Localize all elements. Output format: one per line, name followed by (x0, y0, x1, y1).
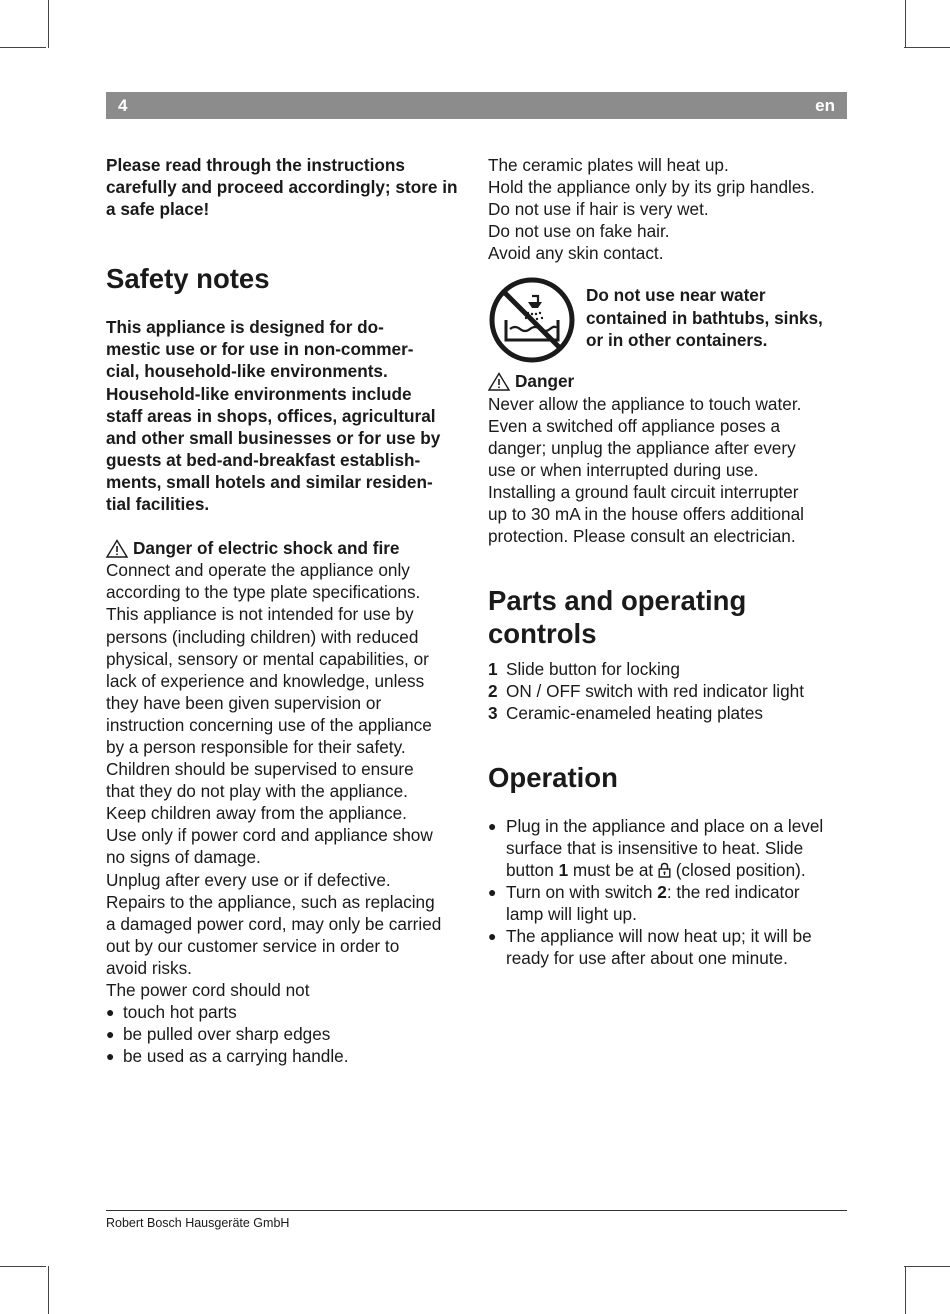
list-item (488, 702, 850, 724)
text-line: ● The appliance will now heat up; it will be (506, 925, 812, 946)
text-line: This appliance is designed for do- (106, 317, 384, 338)
text-line: and other small businesses or for use by (106, 427, 441, 448)
list-item (488, 815, 850, 881)
text-line: This appliance is not intended for use by (106, 604, 414, 625)
text-line: Connect and operate the appliance only (106, 560, 410, 581)
crop-mark (905, 0, 906, 48)
text-line: Keep children away from the appliance. (106, 803, 407, 824)
text-line: out by our customer service in order to (106, 935, 400, 956)
text-line: ● Plug in the appliance and place on a level (506, 815, 824, 836)
text-line: ready for use after about one minute. (506, 948, 788, 969)
text-line: instruction concerning use of the appliance (106, 714, 432, 735)
text-line: use or when interrupted during use. (488, 459, 759, 480)
list-item (488, 680, 850, 702)
text-line: Do not use on fake hair. (488, 221, 670, 242)
warning-triangle-icon (106, 539, 128, 558)
text-line: protection. Please consult an electrician. (488, 526, 796, 547)
danger-electric-heading (106, 537, 468, 559)
text-line (506, 859, 850, 881)
right-column (488, 154, 850, 969)
text-line: mestic use or for use in non-commer- (106, 339, 414, 360)
left-column (106, 154, 468, 1067)
list-item: ● touch hot parts (106, 1001, 468, 1023)
part-number: 1 (488, 659, 498, 680)
water-warning-text (586, 284, 823, 350)
text-line: The ceramic plates will heat up. (488, 155, 729, 175)
closed-lock-icon (658, 862, 671, 878)
text-line: danger; unplug the appliance after every (488, 437, 796, 458)
text-line: contained in bathtubs, sinks, (586, 307, 823, 328)
parts-title (488, 584, 850, 650)
text-line: staff areas in shops, offices, agricultural (106, 405, 436, 426)
text-line: Unplug after every use or if defective. (106, 869, 391, 890)
text-line: Repairs to the appliance, such as replacing (106, 891, 435, 912)
text-line: that they do not play with the appliance. (106, 781, 408, 802)
page-header-bar (106, 92, 847, 119)
text-line: Installing a ground fault circuit interrupter (488, 481, 799, 502)
water-warning-block (488, 276, 850, 364)
parts-title-line: controls (488, 618, 597, 650)
list-item (488, 881, 850, 925)
part-number: 3 (488, 703, 498, 724)
switch-number: 2 (657, 881, 667, 902)
intro-text: Please read through the instructions carefully and proceed accordingly; store in a safe place! (106, 155, 458, 220)
text-line: Hold the appliance only by its grip handles. (488, 177, 815, 198)
crop-mark (905, 1266, 906, 1314)
text-line: avoid risks. (106, 957, 192, 978)
text-fragment: button (506, 859, 559, 880)
text-line: Do not use near water (586, 285, 766, 306)
danger-electric-text (106, 559, 468, 1001)
text-line: Use only if power cord and appliance show (106, 825, 433, 846)
operation-title: Operation (488, 761, 618, 793)
text-line: The power cord should not (106, 980, 310, 1000)
text-line: surface that is insensitive to heat. Slide (506, 837, 804, 858)
crop-mark (904, 47, 950, 48)
list-item (488, 658, 850, 680)
list-item (488, 925, 850, 969)
text-fragment: (closed position). (670, 859, 806, 880)
safety-notes-title: Safety notes (106, 263, 270, 295)
text-line: ments, small hotels and similar residen- (106, 471, 433, 492)
text-line: Do not use if hair is very wet. (488, 199, 709, 220)
text-line: lack of experience and knowledge, unless (106, 670, 425, 691)
crop-mark (48, 0, 49, 48)
part-label: Slide button for locking (506, 659, 680, 680)
text-line: Household-like environments include (106, 383, 412, 404)
text-line: tial facilities. (106, 494, 210, 515)
part-label: Ceramic-enameled heating plates (506, 703, 763, 724)
text-line: guests at bed-and-breakfast establish- (106, 449, 421, 470)
text-line: no signs of damage. (106, 847, 261, 868)
text-line: by a person responsible for their safety. (106, 736, 406, 757)
text-fragment: Turn on with switch (506, 881, 658, 902)
warning-triangle-icon (488, 372, 510, 391)
text-line: physical, sensory or mental capabilities, or (106, 648, 429, 669)
crop-mark (0, 1266, 46, 1267)
text-fragment: : the red indicator (666, 881, 800, 902)
power-cord-list (106, 1001, 468, 1067)
appliance-use-text (106, 316, 468, 515)
text-line: Never allow the appliance to touch water. (488, 393, 802, 414)
text-line: they have been given supervision or (106, 692, 382, 713)
crop-mark (48, 1266, 49, 1314)
crop-mark (904, 1266, 950, 1267)
text-line: or in other containers. (586, 329, 768, 350)
text-fragment: must be at (568, 859, 658, 880)
text-line: Children should be supervised to ensure (106, 759, 414, 780)
operation-list (488, 815, 850, 970)
page-number: 4 (118, 95, 128, 115)
language-code: en (815, 95, 835, 115)
crop-mark (0, 47, 46, 48)
parts-list (488, 658, 850, 724)
text-line: Even a switched off appliance poses a (488, 415, 781, 436)
text-line: according to the type plate specifications. (106, 582, 421, 603)
part-label: ON / OFF switch with red indicator light (506, 681, 805, 702)
danger-water-heading-text: Danger (515, 371, 575, 392)
part-number: 2 (488, 681, 498, 702)
text-line (506, 881, 850, 903)
footer-divider (106, 1210, 847, 1211)
text-line: lamp will light up. (506, 903, 637, 924)
danger-water-text (488, 393, 850, 548)
list-item: ● be pulled over sharp edges (106, 1023, 468, 1045)
text-line: up to 30 mA in the house offers additional (488, 504, 804, 525)
text-line: Avoid any skin contact. (488, 243, 664, 264)
parts-title-line: Parts and operating (488, 585, 747, 617)
text-line: a damaged power cord, may only be carried (106, 913, 442, 934)
plate-warning-text (488, 154, 850, 264)
text-line: cial, household-like environments. (106, 361, 388, 382)
footer-company: Robert Bosch Hausgeräte GmbH (106, 1216, 290, 1230)
list-item: ● be used as a carrying handle. (106, 1045, 468, 1067)
no-water-icon (488, 276, 576, 364)
text-line: persons (including children) with reduced (106, 626, 419, 647)
button-number: 1 (558, 859, 569, 880)
danger-electric-heading-text: Danger of electric shock and fire (133, 538, 400, 559)
danger-water-heading (488, 370, 850, 392)
